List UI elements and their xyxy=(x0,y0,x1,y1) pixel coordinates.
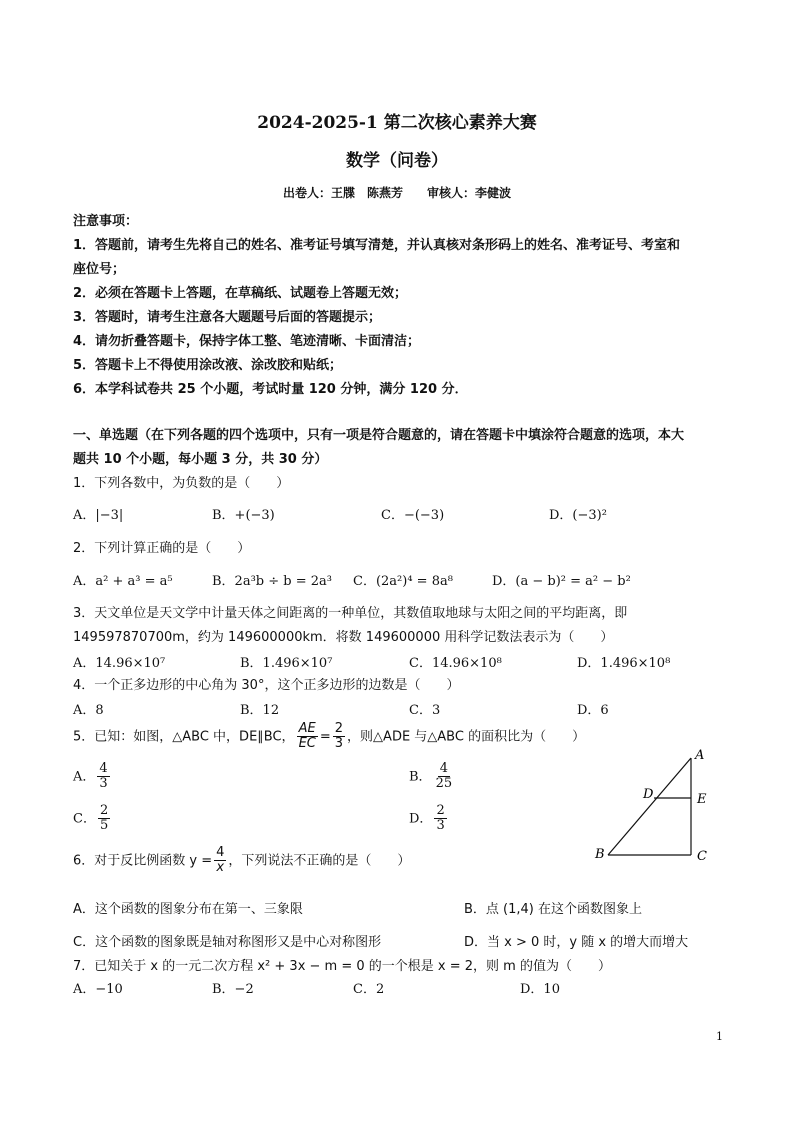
label-b: B xyxy=(595,847,605,862)
q5-option-c-label: C． xyxy=(73,811,96,827)
label-e: E xyxy=(697,792,707,807)
q5-option-a-num: 4 xyxy=(99,761,108,776)
q6-denominator: x xyxy=(216,860,225,876)
q5-ratio-fraction xyxy=(297,722,318,752)
q3-option-b: B．1.496×10⁷ xyxy=(240,656,333,671)
q5-stem-pre: 5．已知：如图，△ABC 中，DE∥BC， xyxy=(73,729,295,745)
q4-stem: 4．一个正多边形的中心角为 30°，这个正多边形的边数是（ ） xyxy=(73,678,460,693)
q5-option-d-label: D． xyxy=(409,811,433,827)
q5-option-c-num: 2 xyxy=(99,803,109,818)
note-item-5: 5．答题卡上不得使用涂改液、涂改胶和贴纸； xyxy=(73,358,343,373)
section1-heading-line1: 一、单选题（在下列各题的四个选项中，只有一项是符合题意的，请在答题卡中填涂符合题意的选项，本大 xyxy=(73,428,685,443)
q7-option-a: A．−10 xyxy=(73,982,123,997)
q6-stem xyxy=(73,846,410,876)
q5-ratio-denominator: EC xyxy=(298,736,316,752)
q3-stem-line1: 3．天文单位是天文学中计量天体之间距离的一种单位，其数值取地球与太阳之间的平均距离，即 xyxy=(73,606,628,621)
q6-function-fraction xyxy=(214,846,226,876)
page-number: 1 xyxy=(716,1030,723,1043)
q6-option-a: A．这个函数的图象分布在第一、三象限 xyxy=(73,902,303,917)
q6-stem-pre: 6．对于反比例函数 y = xyxy=(73,853,213,869)
section1-heading-line2: 题共 10 个小题，每小题 3 分，共 30 分） xyxy=(73,452,328,467)
q4-option-a: A．8 xyxy=(73,703,104,718)
q5-option-a-label: A． xyxy=(73,769,96,785)
q2-option-c: C．(2a²)⁴ = 8a⁸ xyxy=(353,574,453,589)
q2-option-b: B．2a³b ÷ b = 2a³ xyxy=(212,574,332,589)
q5-value-denominator: 3 xyxy=(334,736,344,752)
note-item-1: 1．答题前，请考生先将自己的姓名、准考证号填写清楚，并认真核对条形码上的姓名、准考证号、考室和 xyxy=(73,238,681,253)
q5-stem xyxy=(73,722,585,752)
segment-ab xyxy=(608,758,691,855)
label-a: A xyxy=(695,748,705,763)
notes-heading: 注意事项： xyxy=(73,214,139,229)
q3-option-c: C．14.96×10⁸ xyxy=(409,656,502,671)
q5-option-b-den: 25 xyxy=(435,776,453,792)
q2-option-a: A．a² + a³ = a⁵ xyxy=(73,574,173,589)
q5-option-a xyxy=(73,762,112,792)
q1-stem: 1．下列各数中，为负数的是（ ） xyxy=(73,476,290,491)
q5-option-a-fraction xyxy=(97,762,109,792)
exam-title: 2024-2025-1 第二次核心素养大赛 xyxy=(257,113,537,133)
q7-option-c: C．2 xyxy=(353,982,385,997)
q5-option-c-den: 5 xyxy=(99,818,109,834)
authors-line: 出卷人：王牒 陈燕芳 审核人：李健波 xyxy=(282,186,511,200)
note-item-4: 4．请勿折叠答题卡，保持字体工整、笔迹清晰、卡面清洁； xyxy=(73,334,421,349)
q1-option-a: A．|−3| xyxy=(73,508,124,523)
q5-equals: = xyxy=(319,729,331,745)
q5-option-c xyxy=(73,804,112,834)
q3-option-a: A．14.96×10⁷ xyxy=(73,656,166,671)
q5-option-b-num: 4 xyxy=(439,761,448,776)
q3-stem-line2: 149597870700m，约为 149600000km．将数 149600000 用科学记数法表示为（ ） xyxy=(73,630,614,645)
q7-option-b: B．−2 xyxy=(212,982,254,997)
q5-option-d-den: 3 xyxy=(436,818,445,834)
q3-option-d: D．1.496×10⁸ xyxy=(577,656,671,671)
label-c: C xyxy=(697,849,707,864)
q6-option-d: D．当 x > 0 时，y 随 x 的增大而增大 xyxy=(464,935,689,950)
q4-option-d: D．6 xyxy=(577,703,609,718)
q5-option-d xyxy=(409,804,449,834)
q6-numerator: 4 xyxy=(216,845,225,860)
q6-stem-post: ，下列说法不正确的是（ ） xyxy=(228,853,411,869)
q4-option-c: C．3 xyxy=(409,703,441,718)
exam-subtitle: 数学（问卷） xyxy=(346,151,448,171)
q7-option-d: D．10 xyxy=(520,982,560,997)
q5-option-b-fraction xyxy=(434,762,455,792)
q5-value-numerator: 2 xyxy=(334,721,344,736)
q5-option-a-den: 3 xyxy=(99,776,108,792)
q5-option-d-num: 2 xyxy=(436,803,445,818)
q5-value-fraction xyxy=(333,722,345,752)
q6-option-b: B．点 (1,4) 在这个函数图象上 xyxy=(464,902,643,917)
q5-triangle-figure xyxy=(585,745,725,870)
note-item-1-cont: 座位号； xyxy=(73,262,126,277)
q5-option-c-fraction xyxy=(98,804,110,834)
q1-option-d: D．(−3)² xyxy=(549,508,607,523)
q5-ratio-numerator: AE xyxy=(298,721,316,736)
q1-option-c: C．−(−3) xyxy=(381,508,445,523)
q6-option-c: C．这个函数的图象既是轴对称图形又是中心对称图形 xyxy=(73,935,382,950)
note-item-3: 3．答题时，请考生注意各大题题号后面的答题提示； xyxy=(73,310,382,325)
q5-option-b-label: B． xyxy=(409,769,432,785)
q5-option-d-fraction xyxy=(434,804,446,834)
q2-option-d: D．(a − b)² = a² − b² xyxy=(492,574,631,589)
note-item-6: 6．本学科试卷共 25 个小题，考试时量 120 分钟，满分 120 分． xyxy=(73,382,468,397)
q4-option-b: B．12 xyxy=(240,703,280,718)
q1-option-b: B．+(−3) xyxy=(212,508,275,523)
q5-stem-post: ，则△ADE 与△ABC 的面积比为（ ） xyxy=(347,729,586,745)
q5-option-b xyxy=(409,762,456,792)
note-item-2: 2．必须在答题卡上答题，在草稿纸、试题卷上答题无效； xyxy=(73,286,408,301)
label-d: D xyxy=(643,787,654,802)
q2-stem: 2．下列计算正确的是（ ） xyxy=(73,541,251,556)
q7-stem: 7．已知关于 x 的一元二次方程 x² + 3x − m = 0 的一个根是 x = 2，则 m 的值为（ ） xyxy=(73,959,611,974)
